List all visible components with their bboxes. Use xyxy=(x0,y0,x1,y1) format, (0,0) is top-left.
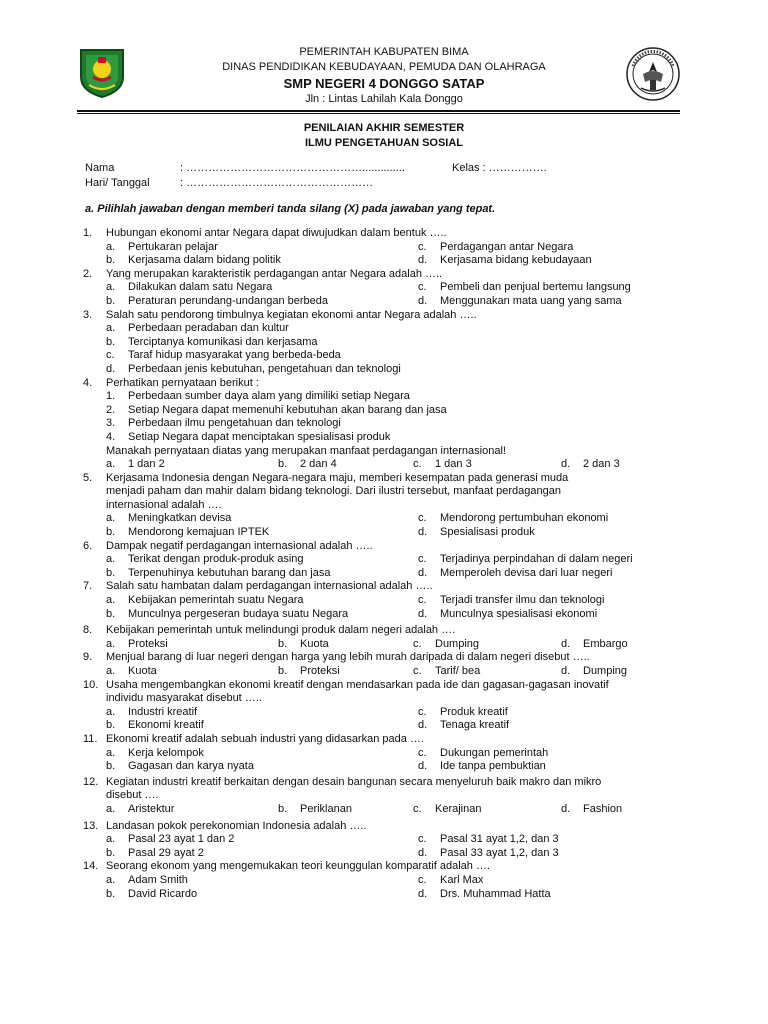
option-text[interactable]: Dukungan pemerintah xyxy=(440,746,549,759)
option-text[interactable]: Periklanan xyxy=(300,802,352,815)
option-text[interactable]: Mendorong pertumbuhan ekonomi xyxy=(440,512,609,525)
option-row xyxy=(83,404,683,418)
option-row xyxy=(83,874,683,888)
question-stem: internasional adalah …. xyxy=(106,498,222,511)
option-text[interactable]: Terjadi transfer ilmu dan teknologi xyxy=(440,594,605,607)
option-text[interactable]: Perbedaan peradaban dan kultur xyxy=(128,322,289,335)
option-text[interactable]: Proteksi xyxy=(300,665,340,677)
question-list xyxy=(83,227,683,901)
question-number: 4. xyxy=(83,376,93,389)
option-row xyxy=(83,295,683,309)
option-row xyxy=(83,847,683,861)
option-letter[interactable]: d. xyxy=(106,362,116,375)
option-letter[interactable]: c. xyxy=(418,594,427,607)
question-stem: disebut …. xyxy=(106,789,159,802)
question-number: 10. xyxy=(83,678,99,691)
option-text[interactable]: Taraf hidup masyarakat yang berbeda-beda xyxy=(128,349,341,362)
question-stem: Salah satu pendorong timbulnya kegiatan ekonomi antar Negara adalah ….. xyxy=(106,308,477,321)
option-row xyxy=(83,417,683,431)
option-letter[interactable]: c. xyxy=(413,802,422,815)
exam-subject: ILMU PENGETAHUAN SOSIAL xyxy=(304,137,464,149)
option-text[interactable]: Dumping xyxy=(583,665,628,677)
option-text[interactable]: Kerajinan xyxy=(435,802,482,815)
nama-label: Nama xyxy=(85,162,115,174)
option-text[interactable]: Ekonomi kreatif xyxy=(128,719,204,732)
question-stem: Yang merupakan karakteristik perdagangan antar Negara adalah ….. xyxy=(106,267,443,280)
question-stem: Kebijakan pemerintah untuk melindungi produk dalam negeri adalah …. xyxy=(106,624,456,637)
option-row xyxy=(83,431,683,445)
option-text[interactable]: Kerjasama dalam bidang politik xyxy=(128,254,281,267)
option-text[interactable]: Munculnya pergeseran budaya suatu Negara xyxy=(128,607,349,620)
option-text[interactable]: Fashion xyxy=(583,802,623,815)
option-letter[interactable]: d. xyxy=(418,607,428,620)
question-13 xyxy=(83,820,683,861)
option-letter[interactable]: a. xyxy=(106,281,116,294)
option-text[interactable]: Dumping xyxy=(435,637,480,650)
question-stem: individu masyarakat disebut ….. xyxy=(106,692,262,705)
option-letter[interactable]: b. xyxy=(106,526,116,539)
option-letter[interactable]: b. xyxy=(106,335,116,348)
option-text[interactable]: Perdagangan antar Negara xyxy=(440,240,574,253)
option-letter[interactable]: a. xyxy=(106,553,116,566)
option-row xyxy=(83,833,683,847)
option-text[interactable]: Pertukaran pelajar xyxy=(128,240,218,253)
option-letter[interactable]: d. xyxy=(418,254,428,267)
option-text[interactable]: Produk kreatif xyxy=(440,705,508,718)
option-row xyxy=(83,553,683,567)
option-letter[interactable]: a. xyxy=(106,322,116,335)
option-row xyxy=(83,803,683,817)
option-letter[interactable]: a. xyxy=(106,458,116,471)
option-letter[interactable]: c. xyxy=(418,873,427,886)
option-letter[interactable]: d. xyxy=(418,719,428,732)
option-letter[interactable]: d. xyxy=(561,637,571,650)
option-row xyxy=(83,888,683,902)
option-letter[interactable]: d. xyxy=(561,458,571,471)
question-stem: Ekonomi kreatif adalah sebuah industri yang didasarkan pada …. xyxy=(106,732,424,745)
option-letter[interactable]: b. xyxy=(106,760,116,773)
option-text[interactable]: 1 dan 2 xyxy=(128,458,165,471)
option-text[interactable]: Terikat dengan produk-produk asing xyxy=(128,553,304,566)
option-text[interactable]: Peraturan perundang-undangan berbeda xyxy=(128,294,328,307)
option-letter[interactable]: b. xyxy=(106,846,116,859)
option-row xyxy=(83,349,683,363)
question-6 xyxy=(83,540,683,581)
option-row xyxy=(83,747,683,761)
question-indent xyxy=(83,789,106,803)
question-number: 5. xyxy=(83,471,93,484)
option-text[interactable]: 2 dan 3 xyxy=(583,458,620,471)
option-row xyxy=(83,281,683,295)
option-text[interactable]: Adam Smith xyxy=(128,873,188,886)
option-text[interactable]: Kuota xyxy=(300,637,329,650)
option-text[interactable]: Meningkatkan devisa xyxy=(128,512,232,525)
option-text[interactable]: Menggunakan mata uang yang sama xyxy=(440,294,622,307)
exam-title: PENILAIAN AKHIR SEMESTER xyxy=(303,122,465,134)
option-text[interactable]: Terpenuhinya kebutuhan barang dan jasa xyxy=(128,566,331,579)
option-text[interactable]: Pasal 31 ayat 1,2, dan 3 xyxy=(440,833,559,846)
option-row xyxy=(83,336,683,350)
option-letter[interactable]: a. xyxy=(106,665,116,677)
option-text[interactable]: Industri kreatif xyxy=(128,705,198,718)
option-row xyxy=(83,567,683,581)
option-letter[interactable]: b. xyxy=(106,719,116,732)
header-address: Jln : Lintas Lahilah Kala Donggo xyxy=(305,93,463,105)
option-text[interactable]: Perbedaan ilmu pengetahuan dan teknologi xyxy=(128,417,341,430)
option-text[interactable]: Setiap Negara dapat menciptakan spesialisasi produk xyxy=(128,430,391,443)
option-text[interactable]: Spesialisasi produk xyxy=(440,526,535,539)
question-stem: Salah satu hambatan dalam perdagangan internasional adalah ….. xyxy=(106,580,433,593)
option-letter[interactable]: c. xyxy=(418,512,427,525)
question-9 xyxy=(83,651,683,678)
question-stem: Dampak negatif perdagangan internasional adalah ….. xyxy=(106,539,373,552)
option-letter[interactable]: 1. xyxy=(106,390,116,403)
hari-tanggal-label: Hari/ Tanggal xyxy=(85,177,150,189)
option-letter[interactable]: d. xyxy=(418,887,428,900)
option-text[interactable]: Kuota xyxy=(128,665,157,677)
option-text[interactable]: Ide tanpa pembuktian xyxy=(440,760,546,773)
question-5 xyxy=(83,472,683,540)
option-letter[interactable]: a. xyxy=(106,802,116,815)
header-rule-thick xyxy=(77,110,680,112)
question-number: 13. xyxy=(83,819,99,832)
option-letter[interactable]: 4. xyxy=(106,430,116,443)
option-letter[interactable]: c. xyxy=(418,746,427,759)
option-letter[interactable]: d. xyxy=(418,566,428,579)
option-text[interactable]: Tarif/ bea xyxy=(435,665,481,677)
option-letter[interactable]: a. xyxy=(106,637,116,650)
option-row xyxy=(83,390,683,404)
question-number: 11. xyxy=(83,732,98,745)
option-text[interactable]: Karl Max xyxy=(440,873,484,886)
option-letter[interactable]: d. xyxy=(418,760,428,773)
question-number: 12. xyxy=(83,775,99,788)
option-letter[interactable]: d. xyxy=(418,294,428,307)
question-3 xyxy=(83,309,683,377)
option-row xyxy=(83,363,683,377)
question-stem: Perhatikan pernyataan berikut : xyxy=(106,376,259,389)
option-text[interactable]: Gagasan dan karya nyata xyxy=(128,760,254,773)
question-prompt: Manakah pernyataan diatas yang merupakan manfaat perdagangan internasional! xyxy=(106,444,506,457)
option-letter[interactable]: c. xyxy=(418,705,427,718)
option-text[interactable]: Kebijakan pemerintah suatu Negara xyxy=(128,594,304,607)
instruction: a. Pilihlah jawaban dengan memberi tanda silang (X) pada jawaban yang tepat. xyxy=(85,203,496,215)
option-text[interactable]: Pasal 33 ayat 1,2, dan 3 xyxy=(440,846,559,859)
question-stem: menjadi paham dan mahir dalam bidang teknologi. Dari ilustri tersebut, manfaat perdagangan xyxy=(106,485,561,498)
question-4 xyxy=(83,377,683,472)
option-text[interactable]: Pasal 29 ayat 2 xyxy=(128,846,204,859)
option-letter[interactable]: c. xyxy=(418,281,427,294)
option-text[interactable]: Kerjasama bidang kebudayaan xyxy=(440,254,592,267)
question-stem: Seorang ekonom yang mengemukakan teori keunggulan komparatif adalah …. xyxy=(106,860,491,873)
option-letter[interactable]: b. xyxy=(106,254,116,267)
option-text[interactable]: Pembeli dan penjual bertemu langsung xyxy=(440,281,631,294)
question-number: 1. xyxy=(83,227,93,239)
option-letter[interactable]: 3. xyxy=(106,417,116,430)
hari-tanggal-field: : …………………………………………… xyxy=(180,177,374,189)
option-text[interactable]: Drs. Muhammad Hatta xyxy=(440,887,551,900)
question-number: 8. xyxy=(83,624,93,637)
option-text[interactable]: Perbedaan sumber daya alam yang dimiliki setiap Negara xyxy=(128,390,410,403)
option-letter[interactable]: a. xyxy=(106,746,116,759)
option-text[interactable]: Terciptanya komunikasi dan kerjasama xyxy=(128,335,318,348)
option-row xyxy=(83,594,683,608)
option-letter[interactable]: b. xyxy=(106,887,116,900)
option-letter[interactable]: b. xyxy=(278,802,288,815)
option-letter[interactable]: a. xyxy=(106,512,116,525)
option-row xyxy=(83,512,683,526)
option-row xyxy=(83,665,683,679)
question-8 xyxy=(83,624,683,651)
option-letter[interactable]: 2. xyxy=(106,403,116,416)
header-rule-thin xyxy=(77,113,680,114)
option-text[interactable]: Embargo xyxy=(583,637,628,650)
option-row xyxy=(83,526,683,540)
option-row xyxy=(83,322,683,336)
question-indent xyxy=(83,499,106,513)
option-row xyxy=(83,760,683,774)
option-text[interactable]: Memperoleh devisa dari luar negeri xyxy=(440,566,613,579)
question-number: 3. xyxy=(83,308,93,321)
option-letter[interactable]: a. xyxy=(106,240,116,253)
nama-field: : ………………………………………….............. xyxy=(180,162,405,174)
option-text[interactable]: 2 dan 4 xyxy=(300,458,337,471)
option-letter[interactable]: c. xyxy=(106,349,115,362)
question-14 xyxy=(83,860,683,901)
option-row xyxy=(83,458,683,472)
question-7 xyxy=(83,580,683,621)
option-letter[interactable]: a. xyxy=(106,833,116,846)
option-row xyxy=(83,608,683,622)
option-row xyxy=(83,638,683,652)
header-department: DINAS PENDIDIKAN KEBUDAYAAN, PEMUDA DAN OLAHRAGA xyxy=(222,61,546,73)
question-number: 2. xyxy=(83,267,93,280)
option-text[interactable]: Pasal 23 ayat 1 dan 2 xyxy=(128,833,235,846)
question-indent xyxy=(83,692,106,706)
question-stem: Menjual barang di luar negeri dengan harga yang lebih murah daripada di dalam negeri disebut ….. xyxy=(106,651,590,664)
question-stem: Usaha mengembangkan ekonomi kreatif dengan mendasarkan pada ide dan gagasan-gagasan inovatif xyxy=(106,678,609,691)
option-letter[interactable]: b. xyxy=(278,458,288,471)
kelas-field: Kelas : ……………. xyxy=(452,162,547,174)
option-text[interactable]: David Ricardo xyxy=(128,887,198,900)
option-letter[interactable]: a. xyxy=(106,873,116,886)
option-text[interactable]: Setiap Negara dapat memenuhi kebutuhan akan barang dan jasa xyxy=(128,403,447,416)
question-number: 6. xyxy=(83,539,93,552)
question-indent xyxy=(83,485,106,499)
option-letter[interactable]: a. xyxy=(106,705,116,718)
option-letter[interactable]: d. xyxy=(418,526,428,539)
question-11 xyxy=(83,733,683,774)
option-letter[interactable]: b. xyxy=(106,607,116,620)
option-letter[interactable]: d. xyxy=(418,846,428,859)
option-letter[interactable]: c. xyxy=(418,240,427,253)
question-12 xyxy=(83,776,683,817)
option-letter[interactable]: b. xyxy=(278,665,288,677)
option-letter[interactable]: c. xyxy=(413,665,422,677)
option-text[interactable]: Munculnya spesialisasi ekonomi xyxy=(440,607,598,620)
option-row xyxy=(83,254,683,268)
option-letter[interactable]: b. xyxy=(106,566,116,579)
question-2 xyxy=(83,268,683,309)
question-stem: Kerjasama Indonesia dengan Negara-negara maju, memberi kesempatan pada generasi muda xyxy=(106,471,569,484)
option-letter[interactable]: b. xyxy=(278,637,288,650)
header-school-name: SMP NEGERI 4 DONGGO SATAP xyxy=(283,76,485,91)
option-text[interactable]: Proteksi xyxy=(128,637,168,650)
option-letter[interactable]: c. xyxy=(413,458,422,471)
question-number: 9. xyxy=(83,651,93,664)
question-1 xyxy=(83,227,683,268)
question-10 xyxy=(83,679,683,733)
option-row xyxy=(83,719,683,733)
option-text[interactable]: Perbedaan jenis kebutuhan, pengetahuan dan teknologi xyxy=(128,362,401,375)
question-stem: Landasan pokok perekonomian Indonesia adalah ….. xyxy=(106,819,367,832)
option-letter[interactable]: c. xyxy=(413,637,422,650)
question-number: 14. xyxy=(83,860,99,873)
question-stem: Hubungan ekonomi antar Negara dapat diwujudkan dalam bentuk ….. xyxy=(106,227,447,239)
option-text[interactable]: Terjadinya perpindahan di dalam negeri xyxy=(440,553,633,566)
question-number: 7. xyxy=(83,580,93,593)
option-row xyxy=(83,241,683,255)
option-text[interactable]: Dilakukan dalam satu Negara xyxy=(128,281,273,294)
option-letter[interactable]: c. xyxy=(418,553,427,566)
option-letter[interactable]: d. xyxy=(561,665,571,677)
option-text[interactable]: Aristektur xyxy=(128,802,175,815)
option-letter[interactable]: a. xyxy=(106,594,116,607)
option-row xyxy=(83,706,683,720)
question-stem: Kegiatan industri kreatif berkaitan dengan desain bangunan secara menyeluruh baik makro dan mikro xyxy=(106,775,602,788)
option-letter[interactable]: b. xyxy=(106,294,116,307)
option-text[interactable]: Mendorong kemajuan IPTEK xyxy=(128,526,270,539)
option-text[interactable]: Tenaga kreatif xyxy=(440,719,510,732)
option-text[interactable]: 1 dan 3 xyxy=(435,458,472,471)
option-text[interactable]: Kerja kelompok xyxy=(128,746,204,759)
option-letter[interactable]: d. xyxy=(561,802,571,815)
option-letter[interactable]: c. xyxy=(418,833,427,846)
header-government: PEMERINTAH KABUPATEN BIMA xyxy=(299,46,469,58)
